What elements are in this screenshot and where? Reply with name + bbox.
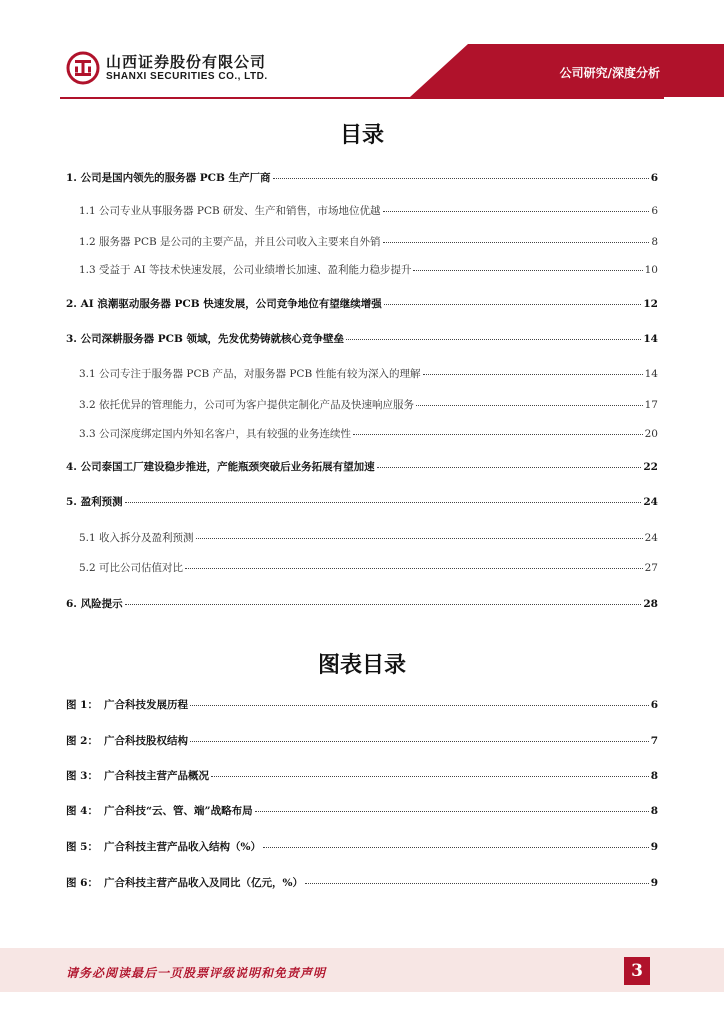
toc-leader-dots bbox=[423, 374, 643, 375]
figure-entry-page: 7 bbox=[650, 735, 658, 747]
toc-entry-label: 3.3 公司深度绑定国内外知名客户，具有较强的业务连续性 bbox=[79, 428, 352, 440]
figure-entry[interactable] bbox=[66, 733, 658, 748]
figure-entry-number: 图 6： bbox=[66, 877, 98, 889]
toc-entry-label: 3. 公司深耕服务器 PCB 领域，先发优势铸就核心竞争壁垒 bbox=[66, 333, 345, 345]
figure-entry-label: 广合科技发展历程 bbox=[104, 699, 188, 711]
toc-entry-page: 10 bbox=[644, 264, 658, 276]
page-number: 3 bbox=[624, 957, 650, 985]
toc-entry-label: 6. 风险提示 bbox=[66, 598, 123, 610]
figure-entry-label: 广合科技主营产品收入结构（%） bbox=[104, 841, 261, 853]
toc-leader-dots bbox=[413, 270, 642, 271]
toc-entry[interactable] bbox=[79, 397, 658, 412]
toc-title: 目录 bbox=[339, 123, 384, 148]
page-header bbox=[0, 0, 724, 100]
toc-entry-label: 5.1 收入拆分及盈利预测 bbox=[79, 532, 194, 544]
figure-entry-number: 图 3： bbox=[66, 770, 98, 782]
figure-entry-number: 图 2： bbox=[66, 735, 98, 747]
figure-leader-dots bbox=[255, 811, 649, 812]
toc-leader-dots bbox=[125, 604, 642, 605]
toc-entry-label: 1. 公司是国内领先的服务器 PCB 生产厂商 bbox=[66, 172, 271, 184]
toc-leader-dots bbox=[377, 467, 642, 468]
toc-leader-dots bbox=[185, 568, 643, 569]
toc-entry[interactable] bbox=[66, 170, 658, 185]
figure-entry-page: 9 bbox=[650, 877, 658, 889]
toc-entry[interactable] bbox=[79, 530, 658, 545]
toc-entry-label: 5. 盈利预测 bbox=[66, 496, 123, 508]
toc-entry-label: 1.3 受益于 AI 等技术快速发展，公司业绩增长加速、盈利能力稳步提升 bbox=[79, 264, 412, 276]
figure-entry[interactable] bbox=[66, 839, 658, 854]
figure-entry-number: 图 1： bbox=[66, 699, 98, 711]
toc-entry-page: 28 bbox=[643, 598, 658, 610]
toc-entry-page: 27 bbox=[644, 562, 658, 574]
figure-entry-page: 8 bbox=[650, 770, 658, 782]
figure-leader-dots bbox=[190, 741, 649, 742]
toc-leader-dots bbox=[346, 339, 641, 340]
figure-entry-label: 广合科技“云、管、端”战略布局 bbox=[104, 805, 253, 817]
figure-entry[interactable] bbox=[66, 875, 658, 890]
figure-entry-page: 9 bbox=[650, 841, 658, 853]
toc-leader-dots bbox=[196, 538, 643, 539]
toc-entry-page: 8 bbox=[651, 236, 658, 248]
toc-entry-page: 17 bbox=[644, 399, 658, 411]
toc-entry[interactable] bbox=[66, 494, 658, 509]
toc-entry-page: 24 bbox=[643, 496, 658, 508]
toc-leader-dots bbox=[353, 434, 643, 435]
figure-entry[interactable] bbox=[66, 803, 658, 818]
figure-entry-label: 广合科技股权结构 bbox=[104, 735, 188, 747]
toc-entry-label: 3.1 公司专注于服务器 PCB 产品，对服务器 PCB 性能有较为深入的理解 bbox=[79, 368, 421, 380]
figure-leader-dots bbox=[263, 847, 649, 848]
toc-entry-label: 4. 公司泰国工厂建设稳步推进，产能瓶颈突破后业务拓展有望加速 bbox=[66, 461, 375, 473]
toc-leader-dots bbox=[125, 502, 642, 503]
figure-leader-dots bbox=[305, 883, 649, 884]
toc-leader-dots bbox=[416, 405, 643, 406]
toc-leader-dots bbox=[383, 211, 650, 212]
toc-entry-page: 12 bbox=[643, 298, 658, 310]
toc-entry[interactable] bbox=[79, 366, 658, 381]
figure-entry-number: 图 5： bbox=[66, 841, 98, 853]
toc-entry[interactable] bbox=[79, 234, 658, 249]
toc-entry[interactable] bbox=[79, 560, 658, 575]
toc-entry-page: 6 bbox=[651, 205, 658, 217]
figure-leader-dots bbox=[211, 776, 649, 777]
toc-entry[interactable] bbox=[66, 596, 658, 611]
header-divider bbox=[60, 97, 664, 99]
toc-entry-label: 2. AI 浪潮驱动服务器 PCB 快速发展，公司竞争地位有望继续增强 bbox=[66, 298, 382, 310]
toc-entry[interactable] bbox=[66, 459, 658, 474]
toc-entry-page: 14 bbox=[644, 368, 658, 380]
company-name-en: SHANXI SECURITIES CO., LTD. bbox=[106, 71, 268, 82]
toc-entry[interactable] bbox=[66, 331, 658, 346]
figure-entry[interactable] bbox=[66, 768, 658, 783]
figures-title: 图表目录 bbox=[317, 653, 406, 678]
figure-entry-label: 广合科技主营产品概况 bbox=[104, 770, 209, 782]
toc-entry-label: 1.2 服务器 PCB 是公司的主要产品，并且公司收入主要来自外销 bbox=[79, 236, 381, 248]
figure-entry-label: 广合科技主营产品收入及同比（亿元，%） bbox=[104, 877, 303, 889]
figure-entry-page: 6 bbox=[650, 699, 658, 711]
company-logo-icon bbox=[66, 51, 100, 85]
toc-entry[interactable] bbox=[79, 426, 658, 441]
report-type-label: 公司研究/深度分析 bbox=[559, 66, 660, 80]
figure-entry-number: 图 4： bbox=[66, 805, 98, 817]
toc-entry-page: 14 bbox=[643, 333, 658, 345]
toc-leader-dots bbox=[384, 304, 642, 305]
company-name-cn: 山西证券股份有限公司 bbox=[106, 53, 267, 71]
toc-leader-dots bbox=[273, 178, 649, 179]
toc-entry-label: 3.2 依托优异的管理能力，公司可为客户提供定制化产品及快速响应服务 bbox=[79, 399, 415, 411]
toc-leader-dots bbox=[383, 242, 650, 243]
toc-entry-label: 1.1 公司专业从事服务器 PCB 研发、生产和销售，市场地位优越 bbox=[79, 205, 381, 217]
toc-entry[interactable] bbox=[66, 296, 658, 311]
toc-entry[interactable] bbox=[79, 262, 658, 277]
header-red-band bbox=[0, 0, 724, 100]
toc-entry[interactable] bbox=[79, 203, 658, 218]
figure-entry[interactable] bbox=[66, 697, 658, 712]
figure-entry-page: 8 bbox=[650, 805, 658, 817]
footer-disclaimer: 请务必阅读最后一页股票评级说明和免责声明 bbox=[66, 966, 327, 980]
figure-leader-dots bbox=[190, 705, 649, 706]
toc-entry-page: 24 bbox=[644, 532, 658, 544]
toc-entry-page: 6 bbox=[650, 172, 658, 184]
toc-entry-label: 5.2 可比公司估值对比 bbox=[79, 562, 184, 574]
toc-entry-page: 22 bbox=[643, 461, 658, 473]
toc-entry-page: 20 bbox=[644, 428, 658, 440]
